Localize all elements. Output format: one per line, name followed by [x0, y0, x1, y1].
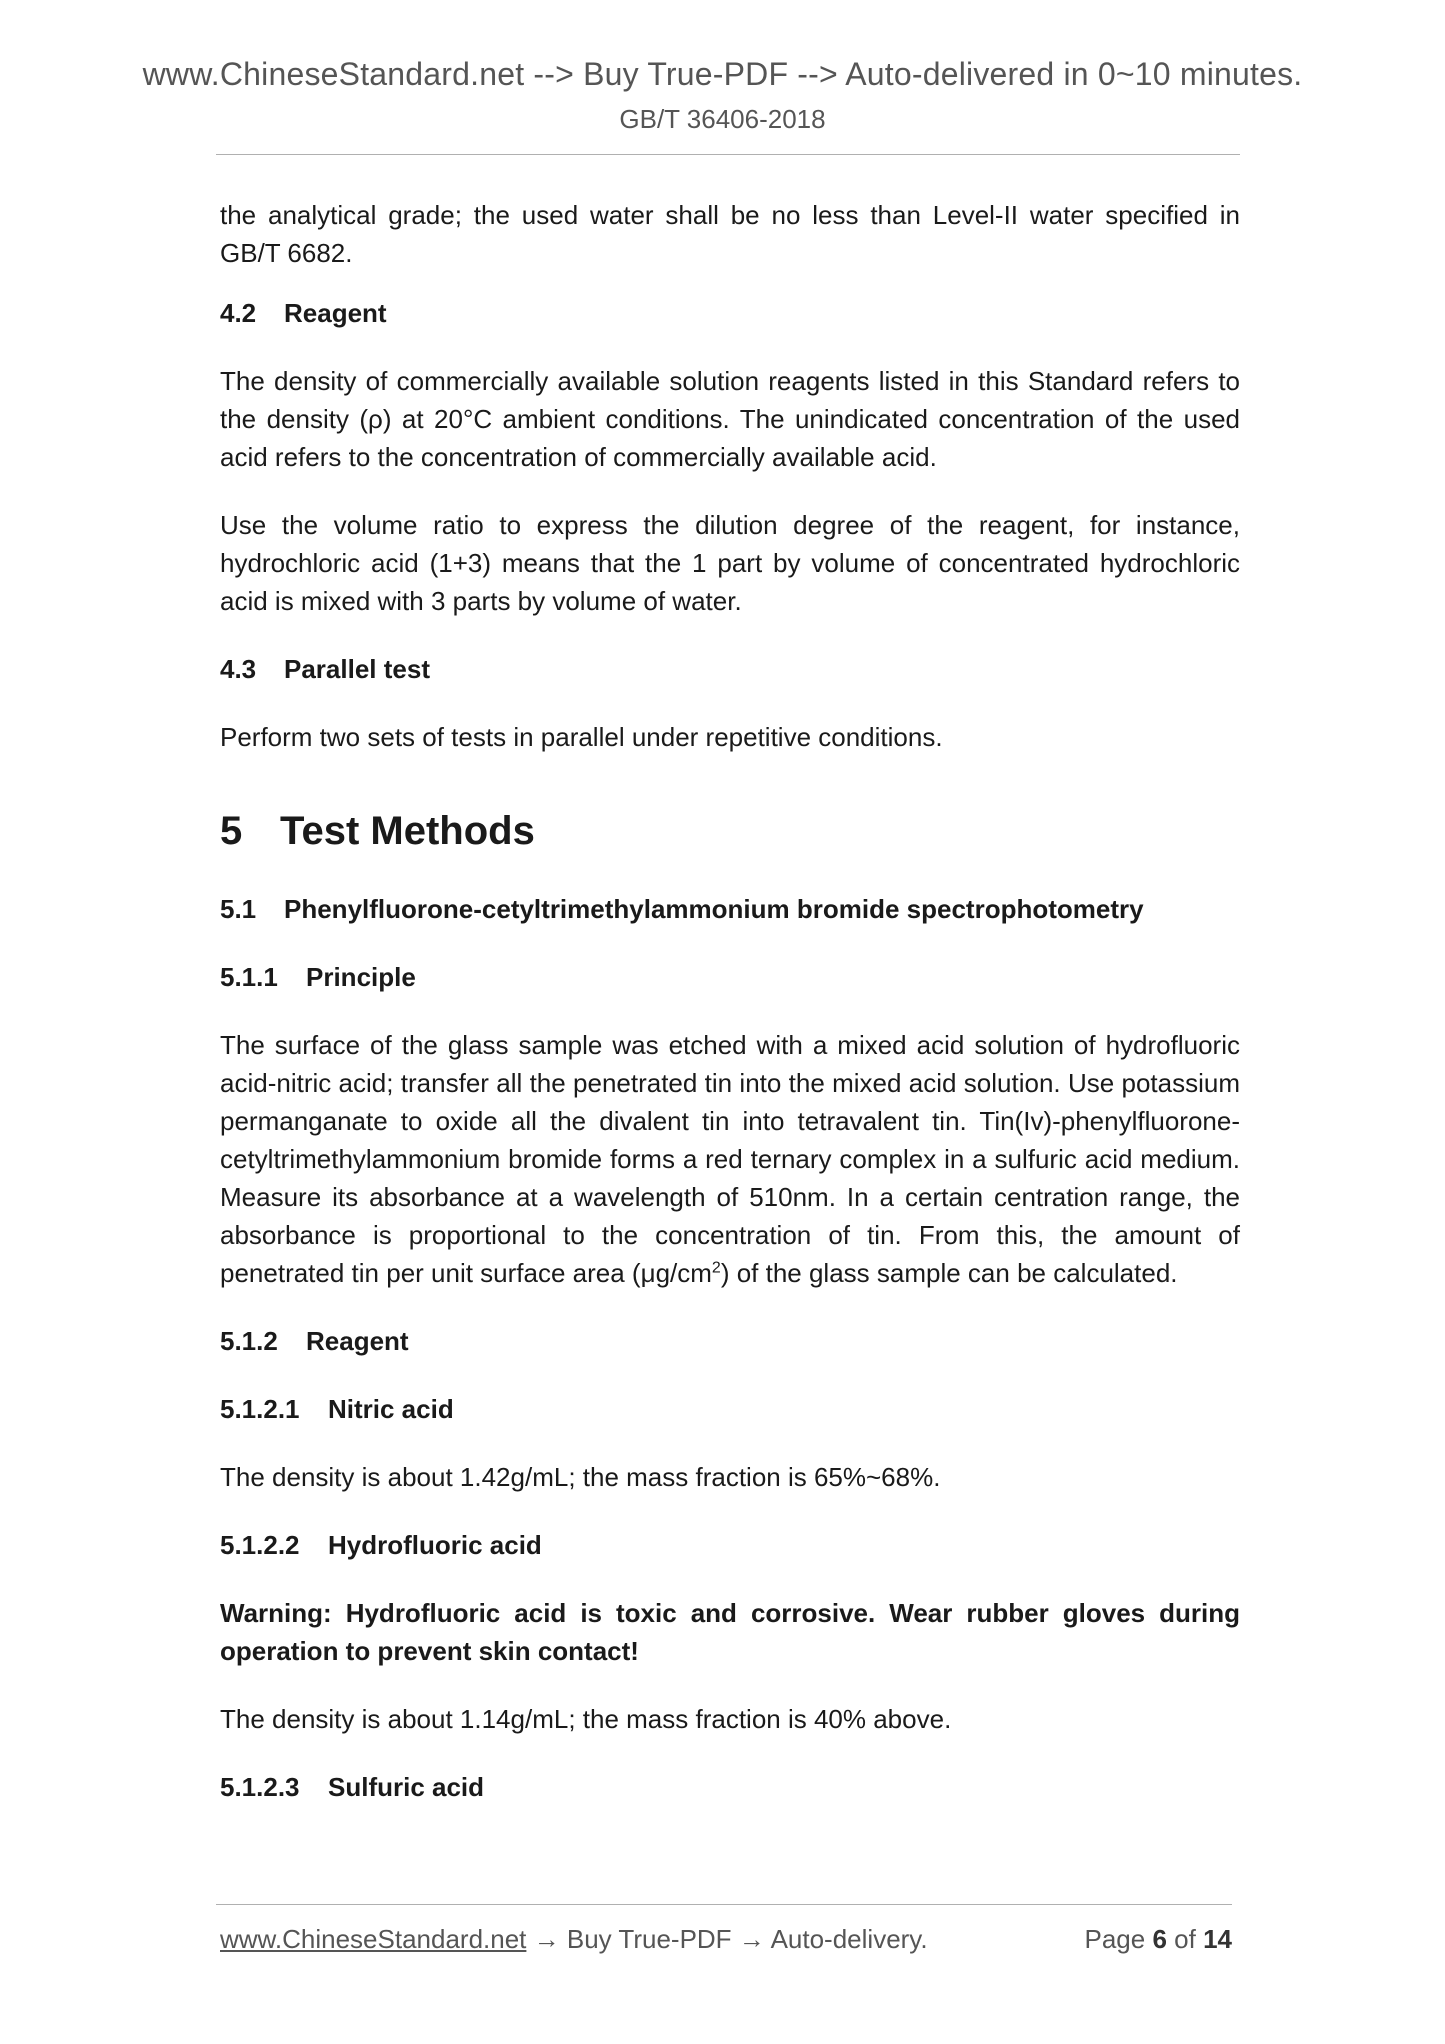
section-number: 5.1.2.1	[220, 1394, 300, 1424]
page-word: Page	[1084, 1924, 1146, 1954]
section-heading-5-1-2-1	[220, 1390, 1240, 1428]
section-title: Hydrofluoric acid	[328, 1530, 542, 1560]
section-title: Reagent	[284, 298, 387, 328]
chapter-number: 5	[220, 809, 243, 853]
warning-paragraph: Warning: Hydrofluoric acid is toxic and corrosive. Wear rubber gloves during operation to prevent skin contact!	[220, 1598, 1240, 1666]
section-title: Nitric acid	[328, 1394, 454, 1424]
section-number: 4.2	[220, 298, 257, 328]
superscript: 2	[711, 1259, 721, 1277]
standard-number: GB/T 36406-2018	[619, 104, 826, 134]
paragraph: The density is about 1.42g/mL; the mass fraction is 65%~68%.	[220, 1462, 941, 1492]
header-divider	[216, 154, 1240, 155]
page-content	[220, 196, 1240, 1806]
current-page: 6	[1152, 1924, 1167, 1954]
section-heading-4-2	[220, 294, 1240, 332]
section-number: 5.1	[220, 894, 257, 924]
paragraph: The density is about 1.14g/mL; the mass fraction is 40% above.	[220, 1704, 952, 1734]
of-word: of	[1174, 1924, 1196, 1954]
section-title: Phenylfluorone-cetyltrimethylammonium bromide spectrophotometry	[284, 894, 1144, 924]
principle-text-end: ) of the glass sample can be calculated.	[720, 1258, 1178, 1288]
chapter-title: Test Methods	[280, 809, 535, 853]
total-pages: 14	[1203, 1924, 1232, 1954]
principle-text: The surface of the glass sample was etched with a mixed acid solution of hydrofluoric acid-nitric acid; transfer all the penetrated tin into the mixed acid solution. Use potassium permanganate to oxide all the divalent tin into tetravalent tin. Tin(Iv)-phenylfluorone-cetyltrimethylammonium bromide forms a red ternary complex in a sulfuric acid medium. Measure its absorbance at a wavelength of 510nm. In a certain centration range, the absorbance is proportional to the concentration of tin. From this, the amount of penetrated tin per unit surface area (μg/cm	[220, 1030, 1240, 1288]
footer-site-link[interactable]: www.ChineseStandard.net	[220, 1924, 527, 1954]
section-title: Reagent	[306, 1326, 409, 1356]
chapter-heading-5	[220, 806, 1240, 856]
footer-promo	[220, 1924, 928, 1955]
principle-paragraph	[220, 1026, 1240, 1292]
footer-promo-text: → Buy True-PDF → Auto-delivery.	[526, 1924, 928, 1954]
section-number: 5.1.2.2	[220, 1530, 300, 1560]
section-title: Parallel test	[284, 654, 430, 684]
paragraph: Use the volume ratio to express the dilution degree of the reagent, for instance, hydrochloric acid (1+3) means that the 1 part by volume of concentrated hydrochloric acid is mixed with 3 parts by volume of water.	[220, 510, 1240, 616]
header-banner: www.ChineseStandard.net --> Buy True-PDF --> Auto-delivered in 0~10 minutes.	[142, 56, 1303, 92]
page-indicator	[1084, 1924, 1232, 1955]
section-heading-5-1-2-3	[220, 1768, 1240, 1806]
paragraph: Perform two sets of tests in parallel under repetitive conditions.	[220, 722, 943, 752]
paragraph: the analytical grade; the used water shall be no less than Level-II water specified in GB/T 6682.	[220, 200, 1240, 268]
footer-divider	[216, 1904, 1232, 1905]
section-number: 5.1.1	[220, 962, 278, 992]
section-heading-5-1-2	[220, 1322, 1240, 1360]
section-heading-5-1-1	[220, 958, 1240, 996]
section-heading-5-1-2-2	[220, 1526, 1240, 1564]
section-title: Sulfuric acid	[328, 1772, 485, 1802]
section-title: Principle	[306, 962, 416, 992]
section-number: 5.1.2.3	[220, 1772, 300, 1802]
section-number: 5.1.2	[220, 1326, 278, 1356]
section-heading-5-1	[220, 890, 1240, 928]
paragraph: The density of commercially available solution reagents listed in this Standard refers to the density (ρ) at 20°C ambient conditions. The unindicated concentration of the used acid refers to the concentration of commercially available acid.	[220, 366, 1240, 472]
section-number: 4.3	[220, 654, 257, 684]
section-heading-4-3	[220, 650, 1240, 688]
